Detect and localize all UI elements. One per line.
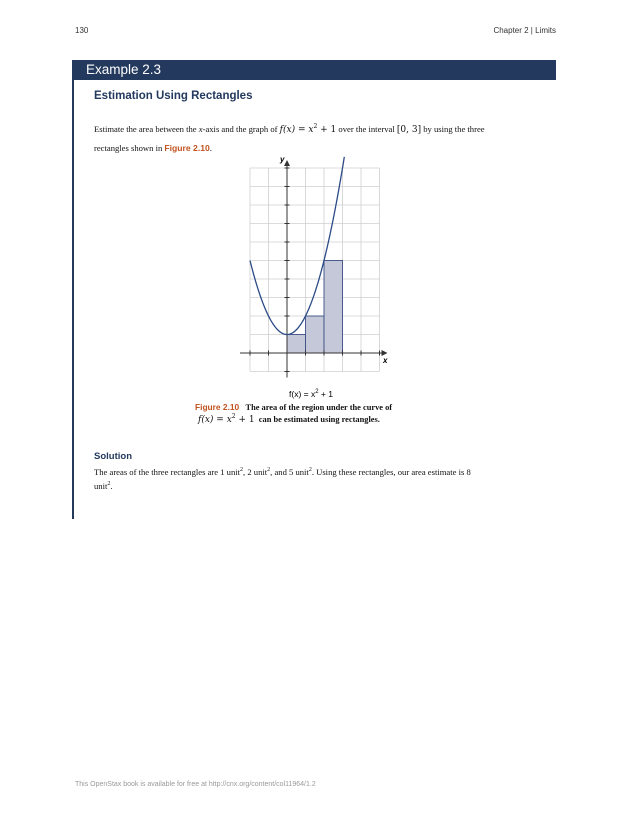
example-subtitle: Estimation Using Rectangles <box>94 90 253 102</box>
y-axis-label: y <box>280 155 285 164</box>
problem-function: $f(x) = x^2 + 1$ <box>279 123 337 135</box>
rectangle-3 <box>324 261 343 354</box>
curve-label: $f(x) = x^2 + 1$ <box>289 389 333 399</box>
page-number: 130 <box>75 26 89 35</box>
footer-text: This OpenStax book is available for free at http://cnx.org/content/col11964/1.2 <box>75 781 316 788</box>
chapter-header: Chapter 2 | Limits <box>493 26 556 35</box>
figure-caption-line2: $f(x) = x^2 + 1$ can be estimated using rectangles. <box>198 413 380 425</box>
problem-text: Estimate the area between the x-axis and the graph of $f(x) = x^2 + 1$ over the interval [0, 3] by using the three rectangles shown in Figure 2.10. <box>94 123 485 153</box>
problem-interval: [0, 3] <box>396 125 422 135</box>
figure-caption-label: Figure 2.10 <box>195 402 240 412</box>
solution-heading: Solution <box>94 451 132 462</box>
figure-caption-line1: Figure 2.10 The area of the region under the curve of <box>195 402 393 412</box>
rectangle-1 <box>287 335 306 354</box>
example-title: Example 2.3 <box>86 62 162 77</box>
figure-reference-link[interactable]: Figure 2.10 <box>164 143 210 153</box>
x-axis-label: x <box>383 356 388 365</box>
chart-rectangles <box>287 261 343 354</box>
solution-text: The areas of the three rectangles are 1 unit$^2$, 2 unit$^2$, and 5 unit$^2$. Using these rectangles, our area estimate is 8 unit$^2$. <box>94 467 471 491</box>
y-axis-arrow <box>284 160 290 166</box>
rectangle-2 <box>306 316 325 353</box>
